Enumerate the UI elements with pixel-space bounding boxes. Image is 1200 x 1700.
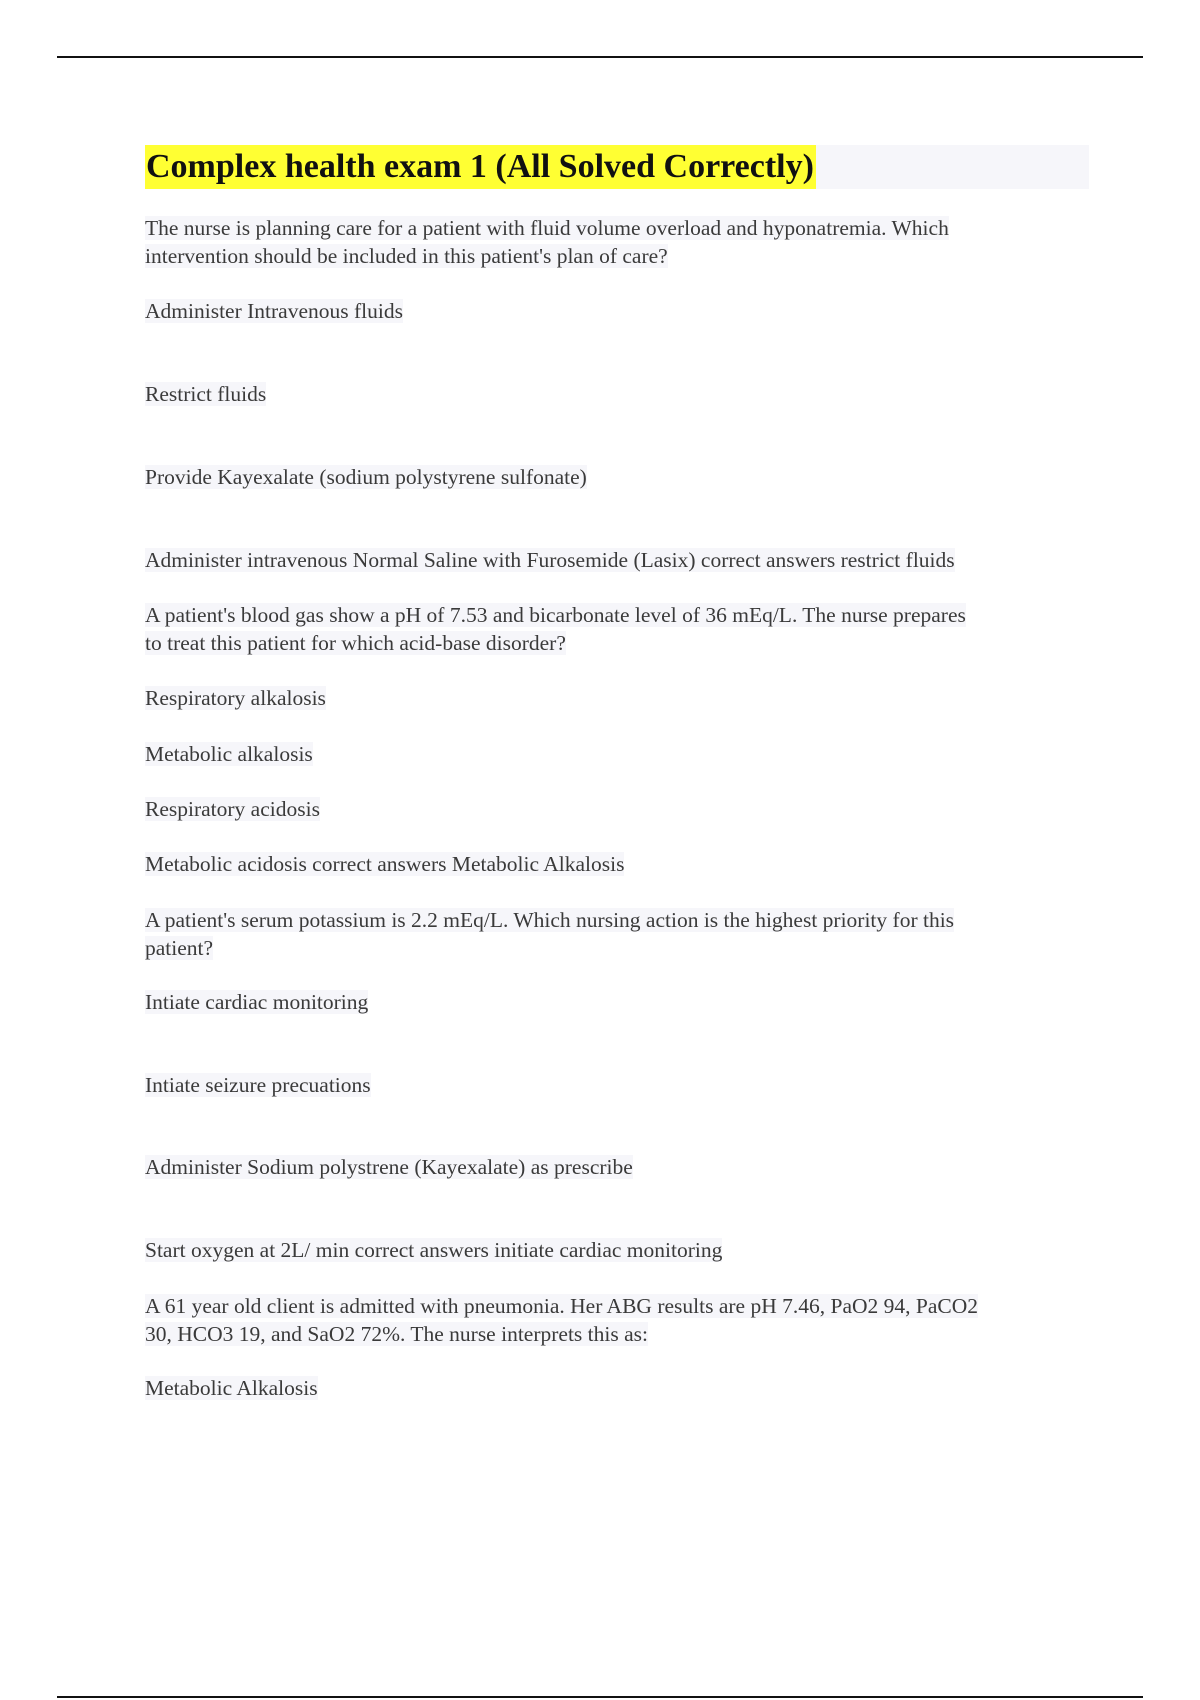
question-3-option-c: Administer Sodium polystrene (Kayexalate) as prescribe xyxy=(145,1155,633,1179)
question-1-option-a: Administer Intravenous fluids xyxy=(145,299,403,323)
question-1-option-d-answer: Administer intravenous Normal Saline with Furosemide (Lasix) correct answers restrict fluids xyxy=(145,548,955,572)
question-3-option-b: Intiate seizure precuations xyxy=(145,1073,371,1097)
question-1-text: The nurse is planning care for a patient with fluid volume overload and hyponatremia. Which intervention should be included in this patient's plan of care? xyxy=(145,216,949,268)
question-3-option-a: Intiate cardiac monitoring xyxy=(145,990,369,1014)
question-3-option-d-answer: Start oxygen at 2L/ min correct answers initiate cardiac monitoring xyxy=(145,1238,723,1262)
question-3-text: A patient's serum potassium is 2.2 mEq/L. Which nursing action is the highest priority for this patient? xyxy=(145,908,955,960)
question-2-option-b: Metabolic alkalosis xyxy=(145,742,313,766)
question-2-text: A patient's blood gas show a pH of 7.53 and bicarbonate level of 36 mEq/L. The nurse prepares to treat this patient for which acid-base disorder? xyxy=(145,603,966,655)
question-4-text: A 61 year old client is admitted with pneumonia. Her ABG results are pH 7.46, PaO2 94, PaCO2 30, HCO3 19, and SaO2 72%. The nurse interprets this as: xyxy=(145,1294,978,1346)
document-title: Complex health exam 1 (All Solved Correctly) xyxy=(145,145,816,189)
question-1-option-b: Restrict fluids xyxy=(145,382,267,406)
question-2-option-c: Respiratory acidosis xyxy=(145,797,320,821)
question-1-option-c: Provide Kayexalate (sodium polystyrene sulfonate) xyxy=(145,465,587,489)
question-4-option-a: Metabolic Alkalosis xyxy=(145,1376,318,1400)
top-rule xyxy=(57,56,1143,58)
question-2-option-d-answer: Metabolic acidosis correct answers Metabolic Alkalosis xyxy=(145,852,625,876)
question-2-option-a: Respiratory alkalosis xyxy=(145,686,326,710)
bottom-rule xyxy=(57,1696,1143,1698)
